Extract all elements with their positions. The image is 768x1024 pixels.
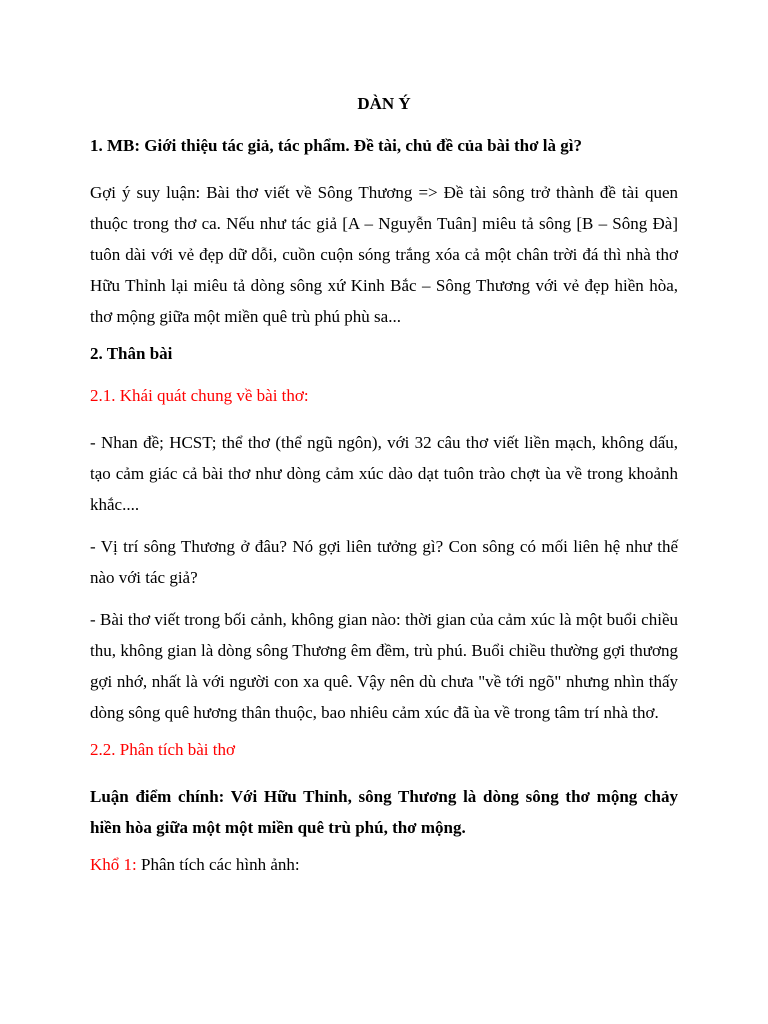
document-title: DÀN Ý [357,94,411,113]
section1-heading: 1. MB: Giới thiệu tác giả, tác phẩm. Đề tài, chủ đề của bài thơ là gì? [90,136,582,155]
kho1-label: Khổ 1: [90,855,137,874]
bullet-vi-tri: - Vị trí sông Thương ở đâu? Nó gợi liên tưởng gì? Con sông có mối liên hệ như thế nào với tác giả? [90,537,678,587]
main-argument: Luận điểm chính: Với Hữu Thỉnh, sông Thương là dòng sông thơ mộng chảy hiền hòa giữa một một miền quê trù phú, thơ mộng. [90,787,678,837]
section2-2-heading: 2.2. Phân tích bài thơ [90,740,235,759]
document-page [90,93,678,896]
section2-1-heading: 2.1. Khái quát chung về bài thơ: [90,386,309,405]
kho1-line [90,854,678,876]
section1-paragraph: Gợi ý suy luận: Bài thơ viết về Sông Thương => Đề tài sông trở thành đề tài quen thuộc trong thơ ca. Nếu như tác giả [A – Nguyễn Tuân] miêu tả sông [B – Sông Đà] tuôn dài với vẻ đẹp dữ dỗi, cuồn cuộn sóng trắng xóa cả một chân trời đá thì nhà thơ Hữu Thỉnh lại miêu tả dòng sông xứ Kinh Bắc – Sông Thương với vẻ đẹp hiền hòa, thơ mộng giữa một miền quê trù phú phù sa... [90,183,678,326]
bullet-boi-canh: - Bài thơ viết trong bối cảnh, không gian nào: thời gian của cảm xúc là một buổi chiều thu, không gian là dòng sông Thương êm đềm, trù phú. Buổi chiều thường gợi thương gợi nhớ, nhất là với người con xa quê. Vậy nên dù chưa "về tới ngõ" nhưng nhìn thấy dòng sông quê hương thân thuộc, bao nhiêu cảm xúc đã ùa về trong tâm trí nhà thơ. [90,610,678,722]
section2-heading: 2. Thân bài [90,344,173,363]
bullet-nhan-de: - Nhan đề; HCST; thể thơ (thể ngũ ngôn), với 32 câu thơ viết liền mạch, không dấu, tạo cảm giác cả bài thơ như dòng cảm xúc dào dạt tuôn trào chợt ùa về trong khoảnh khắc.... [90,433,678,514]
kho1-text: Phân tích các hình ảnh: [136,855,300,874]
